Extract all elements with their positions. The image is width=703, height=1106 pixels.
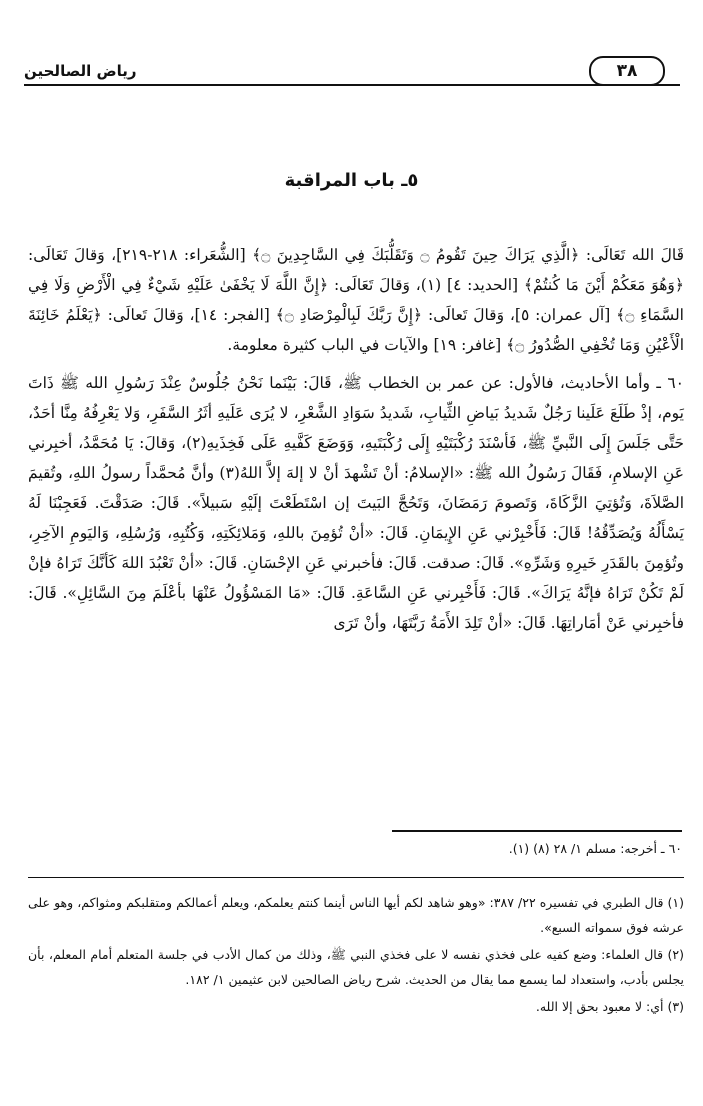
source-rule: [392, 830, 682, 832]
page-header: [24, 56, 684, 86]
main-text: [28, 240, 684, 638]
footnotes: [28, 890, 684, 1021]
hadith-paragraph: ٦٠ ـ وأما الأحاديث، فالأول: عن عمر بن الخطاب ﷺ، قَالَ: بَيْنَما نَحْنُ جُلُوسٌ عِنْدَ رَسُولِ الله ﷺ ذَاتَ يَوم، إذْ طَلَعَ عَلَينا رَجُلٌ شَديدُ بَياضِ الثِّيابِ، شَديدُ سَوَادِ الشَّعْرِ، لا يُرَى عَلَيهِ أثَرُ السَّفَرِ، وَلا يَعْرِفُهُ مِنَّا أحَدٌ، حَتَّى جَلَسَ إِلَى النَّبيِّ ﷺ، فَأسْنَدَ رُكْبَتَيْهِ إِلَى رُكْبَتَيهِ، وَوَضَعَ كَفَّيهِ عَلَى فَخِذَيهِ(٢)، وَقالَ: يَا مُحَمَّدُ، أخبِرني عَنِ الإسلامِ، فَقَالَ رَسُولُ الله ﷺ: «الإسلامُ: أنْ تَشْهدَ أنْ لا إلهَ إلاَّ اللهُ(٣) وأنَّ مُحمَّداً رسولُ اللهِ، وتُقيمَ الصَّلاَةَ، وَتُؤتِيَ الزَّكَاةَ، وَتَصومَ رَمَضَانَ، وَتَحُجَّ البَيتَ إن اسْتَطَعْتَ إلَيْهِ سَبيلاً». قَالَ: صَدَقْتَ. فَعَجِبْنَا لَهُ يَسْأَلُهُ وَيُصَدِّقُهُ! قَالَ: فَأَخْبِرْني عَنِ الإِيمَانِ. قَالَ: «أنْ تُؤمِنَ باللهِ، وَمَلائِكَتِهِ، وَكُتُبِهِ، وَرُسُلِهِ، وَاليَومِ الآخِرِ، وتُؤمِنَ بالقَدَرِ خَيرِهِ وَشَرِّهِ». قَالَ: صدقت. قَالَ: فأخبرني عَنِ الإحْسَانِ. قَالَ: «أنْ تَعْبُدَ اللهَ كَأنَّكَ تَرَاهُ فإنْ لَمْ تَكُنْ تَرَاهُ فإنَّهُ يَرَاكَ». قَالَ: فَأَخْبِرني عَنِ السَّاعَةِ. قَالَ: «مَا المَسْؤُولُ عَنْهَا بأعْلَمَ مِنَ السَّائِلِ». قَالَ: فأخبِرني عَنْ أمَاراتِهَا. قَالَ: «أنْ تَلِدَ الأَمَةُ رَبَّتَهَا، وأنْ تَرَى: [28, 374, 684, 632]
footnote-3: (٣) أي: لا معبود بحق إلا الله.: [535, 999, 684, 1014]
quran-verses-paragraph: قَالَ الله تَعَالَى: ﴿الَّذِي يَرَاكَ حِينَ تَقُومُ ۝ وَتَقَلُّبَكَ فِي السَّاجِدِينَ ۝﴾ [الشُّعَراء: ٢١٨-٢١٩]، وَقالَ تَعَالَى: ﴿وَهُوَ مَعَكُمْ أَيْنَ مَا كُنتُمْ﴾ [الحديد: ٤] (١)، وَقالَ تَعَالَى: ﴿إِنَّ اللَّهَ لَا يَخْفَىٰ عَلَيْهِ شَيْءٌ فِي الْأَرْضِ وَلَا فِي السَّمَاءِ ۝﴾ [آل عمران: ٥]، وَقالَ تَعالَى: ﴿إِنَّ رَبَّكَ لَبِالْمِرْصَادِ ۝﴾ [الفجر: ١٤]، وَقالَ تَعالَى: ﴿يَعْلَمُ خَائِنَةَ الْأَعْيُنِ وَمَا تُخْفِي الصُّدُورُ ۝﴾ [غافر: ١٩] والآيات في الباب كثيرة معلومة.: [28, 246, 684, 354]
footnote-2: (٢) قال العلماء: وضع كفيه على فخذي نفسه لا على فخذي النبي ﷺ، وذلك من كمال الأدب في جلسة المتعلم أمام المعلم، بأن يجلس بأدب، واستعداد لما يسمع مما يقال من الحديث. شرح رياض الصالحين لابن عثيمين ١/ ١٨٢.: [28, 947, 684, 987]
footnote-1: (١) قال الطبري في تفسيره ٢٢/ ٣٨٧: «وهو شاهد لكم أيها الناس أينما كنتم يعلمكم، ويعلم أعمالكم ومتقلبكم ومثواكم، وهو على عرشه فوق سمواته السبع».: [28, 895, 685, 935]
page-number: ٣٨: [589, 56, 665, 86]
running-title: رياض الصالحين: [24, 62, 137, 80]
chapter-title: ٥ـ باب المراقبة: [284, 170, 419, 191]
footnote-rule: [28, 877, 684, 878]
hadith-source-note: ٦٠ ـ أخرجه: مسلم ١/ ٢٨ (٨) (١).: [508, 841, 682, 856]
header-rule: [24, 84, 680, 86]
